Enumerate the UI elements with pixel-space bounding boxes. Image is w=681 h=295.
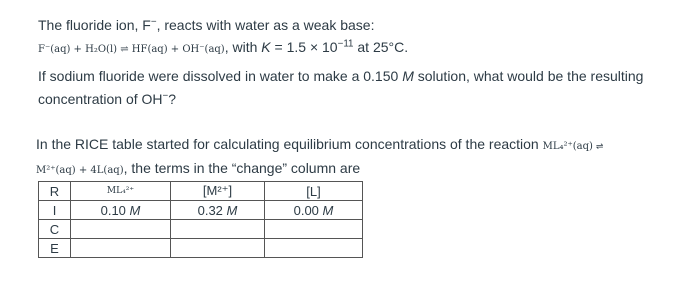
prompt-text-b: solution, what would be the resulting — [413, 68, 644, 84]
prompt-text-a: If sodium fluoride were dissolved in water to make a 0.150 — [38, 68, 403, 84]
equilibrium-arrow-icon: ⇌ — [592, 142, 604, 152]
prompt-line2-end: ? — [168, 91, 177, 107]
k-prefix: , with — [224, 39, 262, 55]
product-species: M²⁺(aq) + 4L(aq) — [36, 165, 124, 176]
equation-line — [38, 39, 408, 55]
row-label-i: I — [39, 201, 71, 220]
header-r: R — [39, 182, 71, 201]
cell-initial-ml4: 0.10 M — [71, 201, 171, 220]
cell-eq-l — [265, 239, 363, 258]
cell-change-ml4 — [71, 220, 171, 239]
prompt-line-2 — [38, 91, 176, 107]
prompt-line2-superscript: − — [162, 90, 169, 102]
table-row-equilibrium — [39, 239, 363, 258]
cell-change-m — [171, 220, 265, 239]
rice-intro-text: In the RICE table started for calculating equilibrium concentrations of the reaction — [36, 136, 543, 152]
prompt-line2-text: concentration of OH — [38, 91, 163, 107]
k-exponent: −11 — [337, 38, 354, 50]
intro-end-text: , reacts with water as a weak base: — [156, 17, 375, 33]
question-intro — [38, 17, 374, 33]
rice-intro-line-1 — [36, 136, 603, 152]
k-temperature: at 25°C. — [353, 39, 409, 55]
row-label-e: E — [39, 239, 71, 258]
cell-change-l — [265, 220, 363, 239]
reactant-species: ML₄²⁺(aq) — [542, 141, 593, 152]
cell-initial-m: 0.32 M — [171, 201, 265, 220]
intro-text: The fluoride ion, F — [38, 17, 151, 33]
table-header-row — [39, 182, 363, 201]
k-value: = 1.5 × 10 — [270, 39, 338, 55]
cell-eq-ml4 — [71, 239, 171, 258]
k-symbol: K — [261, 39, 271, 55]
reaction-equation: F⁻(aq) + H₂O(l) ⇌ HF(aq) + OH⁻(aq) — [38, 44, 225, 55]
intro-superscript: − — [150, 16, 157, 28]
header-m: [M²⁺] — [171, 182, 265, 201]
rice-table — [38, 181, 363, 258]
rice-intro-end: , the terms in the “change” column are — [123, 160, 361, 176]
header-ml4: ML₄²⁺ — [71, 182, 171, 201]
cell-eq-m — [171, 239, 265, 258]
prompt-line-1 — [38, 68, 643, 84]
table-row-initial — [39, 201, 363, 220]
row-label-c: C — [39, 220, 71, 239]
rice-intro-line-2 — [36, 160, 360, 176]
molarity-unit: M — [402, 68, 414, 84]
header-l: [L] — [265, 182, 363, 201]
table-row-change — [39, 220, 363, 239]
cell-initial-l: 0.00 M — [265, 201, 363, 220]
